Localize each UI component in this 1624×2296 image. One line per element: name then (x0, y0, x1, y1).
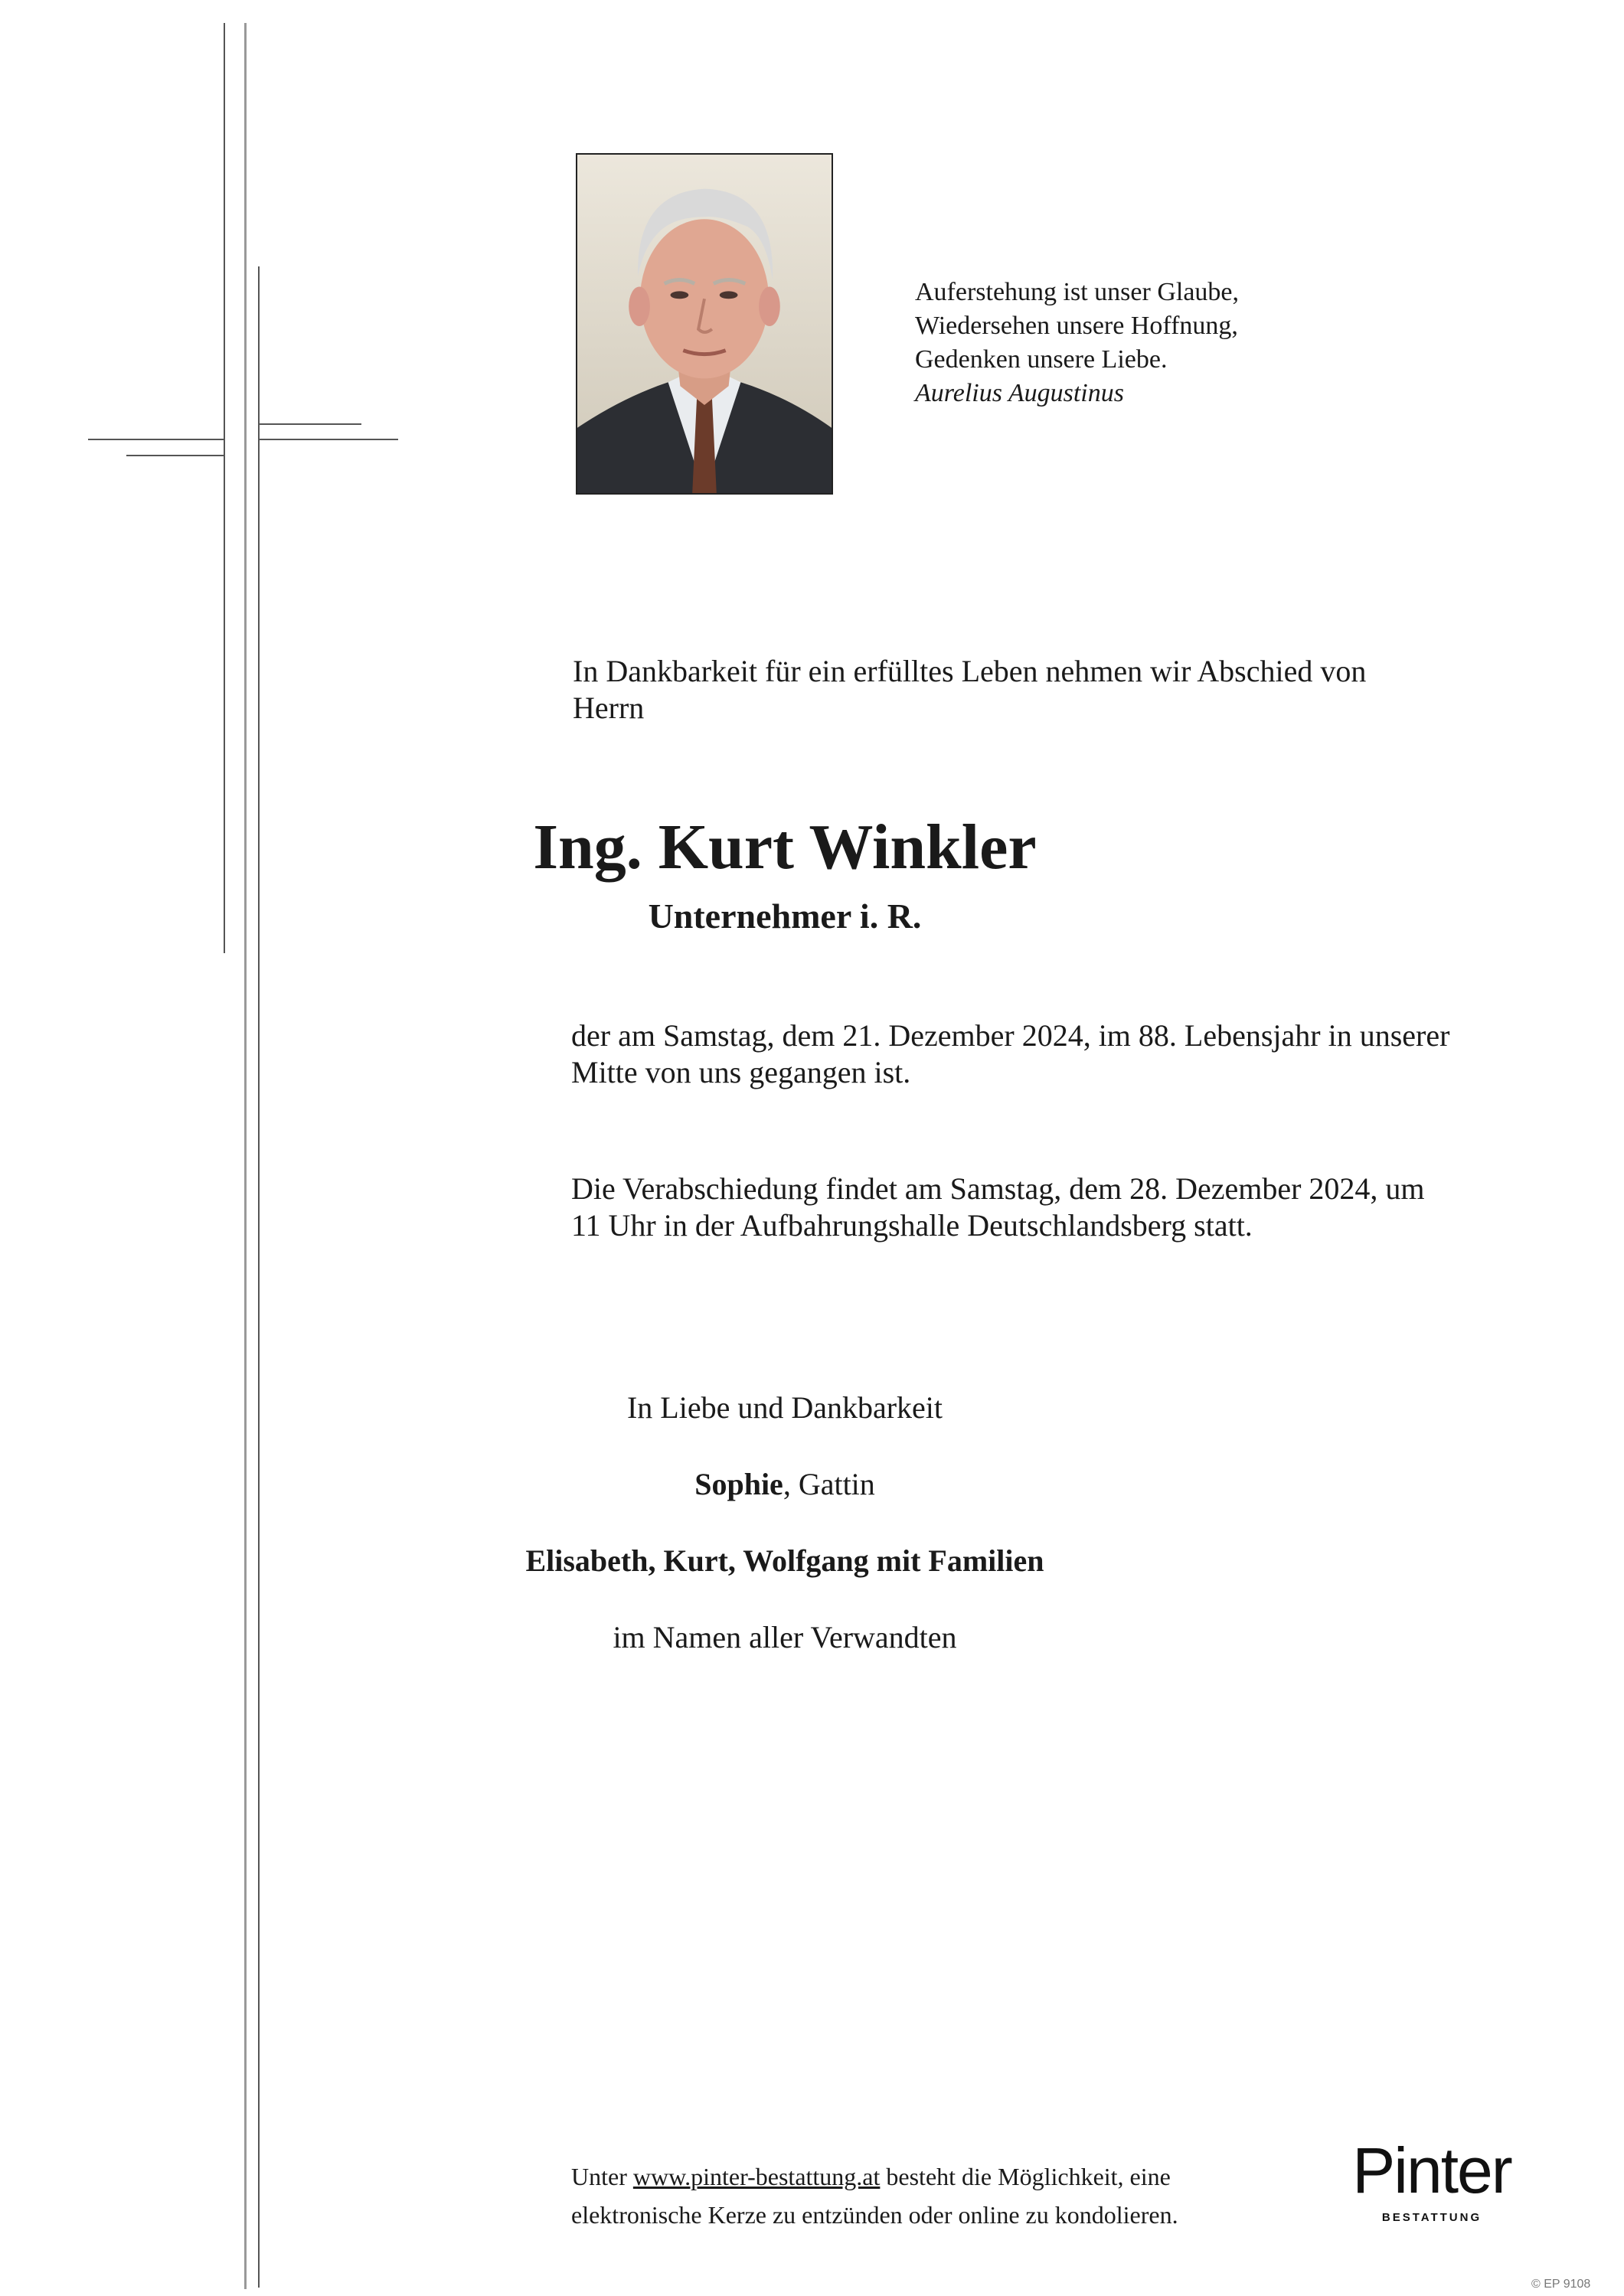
death-notice-line: der am Samstag, dem 21. Dezember 2024, im 88. Lebensjahr in unserer (571, 1018, 1450, 1053)
spouse-relation: , Gattin (783, 1467, 875, 1501)
quote-author: Aurelius Augustinus (915, 379, 1124, 407)
spouse-name: Sophie (694, 1467, 783, 1501)
quote-block (915, 276, 1239, 410)
cross-horizontal-right (258, 439, 398, 440)
deceased-title: Unternehmer i. R. (648, 897, 922, 936)
ceremony-info (571, 1171, 1425, 1244)
website-link[interactable]: www.pinter-bestattung.at (632, 2163, 881, 2190)
cross-horizontal-top (88, 439, 224, 440)
ceremony-line: 11 Uhr in der Aufbahrungshalle Deutschlandsberg statt. (571, 1208, 1253, 1243)
cross-vertical-right (258, 266, 260, 2288)
death-notice-line: Mitte von uns gegangen ist. (571, 1055, 911, 1089)
death-notice (571, 1017, 1449, 1091)
cross-horizontal-right-top (258, 423, 361, 425)
footer-line-2: elektronische Kerze zu entzünden oder online zu kondolieren. (571, 2201, 1178, 2229)
logo-name: Pinter (1352, 2134, 1511, 2206)
footer-suffix: besteht die Möglichkeit, eine (880, 2163, 1171, 2190)
intro-text (573, 653, 1366, 727)
logo-subtitle: BESTATTUNG (1381, 2211, 1482, 2224)
quote-line: Auferstehung ist unser Glaube, (915, 278, 1240, 306)
intro-line: In Dankbarkeit für ein erfülltes Leben nehmen wir Abschied von (573, 654, 1367, 688)
pinter-logo (1340, 2136, 1524, 2224)
cross-horizontal-bottom (126, 455, 224, 456)
footer-prefix: Unter (571, 2163, 633, 2190)
closing-line: In Liebe und Dankbarkeit (626, 1390, 943, 1425)
quote-line: Gedenken unsere Liebe. (915, 345, 1168, 374)
ceremony-line: Die Verabschiedung findet am Samstag, dem 28. Dezember 2024, um (571, 1171, 1425, 1206)
portrait-photo (576, 153, 833, 495)
footer-text (571, 2157, 1178, 2234)
cross-vertical-long (244, 23, 247, 2289)
footer-line-1 (571, 2157, 1178, 2196)
spouse-line (222, 1466, 1348, 1502)
relatives-line: im Namen aller Verwandten (613, 1620, 957, 1654)
deceased-name: Ing. Kurt Winkler (533, 812, 1037, 883)
quote-line: Wiedersehen unsere Hoffnung, (915, 312, 1238, 340)
document-code: © EP 9108 (1531, 2278, 1591, 2291)
children-line: Elisabeth, Kurt, Wolfgang mit Familien (525, 1543, 1044, 1578)
intro-line: Herrn (573, 691, 645, 725)
